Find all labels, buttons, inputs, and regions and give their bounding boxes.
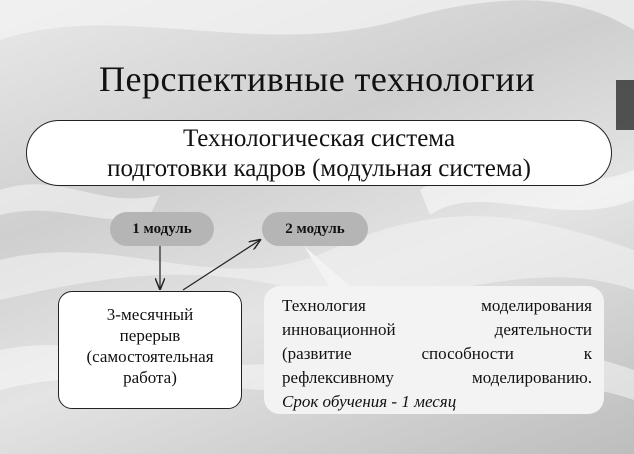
- break-line-2: перерыв: [119, 326, 181, 345]
- break-line-3: (самостоятельная: [86, 347, 214, 366]
- callout-line-4: рефлексивному моделированию.: [282, 368, 592, 387]
- callout-duration: Срок обучения - 1 месяц: [282, 392, 457, 411]
- callout-line-3: (развитие способности к: [282, 344, 592, 363]
- system-box: [26, 120, 612, 186]
- break-line-4: работа): [123, 368, 177, 387]
- module-2-callout: [264, 286, 604, 414]
- callout-line-2: инновационной деятельности: [282, 320, 592, 339]
- break-line-1: 3-месячный: [106, 305, 194, 324]
- callout-line-1: Технология моделирования: [282, 296, 592, 315]
- break-box: [58, 291, 242, 409]
- system-title-line2: подготовки кадров (модульная система): [107, 155, 531, 182]
- system-title-line1: Технологическая система: [182, 125, 456, 152]
- module-1-node: 1 модуль: [110, 212, 214, 246]
- module-2-node: 2 модуль: [262, 212, 368, 246]
- page-title: Перспективные технологии: [99, 59, 535, 99]
